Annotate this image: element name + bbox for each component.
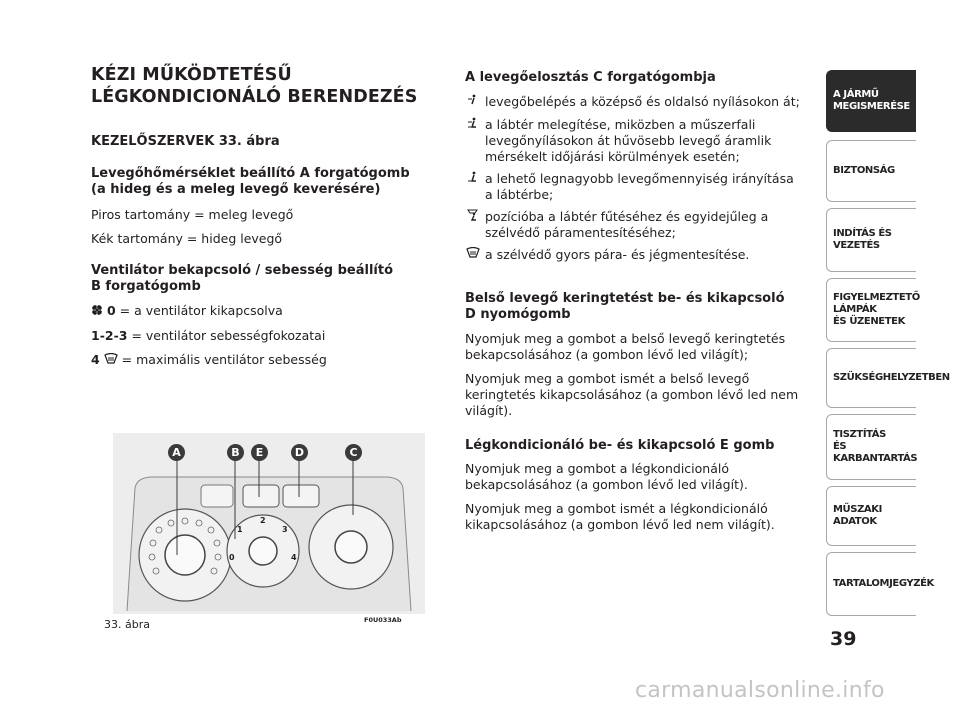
dist-item-feet-windshield [465, 209, 805, 241]
fan-off-icon [91, 304, 103, 320]
fan-off-text: = a ventilátor kikapcsolva [119, 303, 283, 318]
fan-digit-2: 2 [260, 516, 266, 525]
figure-code: F0U033Ab [364, 616, 402, 624]
figure-33 [113, 433, 425, 614]
fan-knob-heading [91, 263, 421, 295]
fan-heading-line-1: Ventilátor bekapcsoló / sebesség beállító [91, 263, 394, 278]
title-line-2: LÉGKONDICIONÁLÓ BERENDEZÉS [91, 87, 418, 107]
callout-b: B [227, 444, 244, 461]
fan-max-line [91, 352, 421, 369]
dist-item-text: a lehető legnagyobb levegőmennyiség irányítása a lábtérbe; [485, 171, 794, 202]
recirc-heading-line-1: Belső levegő keringtetést be- és kikapcsoló [465, 291, 785, 306]
fan-max-text: = maximális ventilátor sebesség [121, 352, 327, 367]
blue-range-text: Kék tartomány = hideg levegő [91, 231, 283, 246]
distribution-list [465, 94, 805, 264]
recirc-heading [465, 291, 805, 323]
fan-off-num: 0 [106, 303, 116, 318]
fan-speeds-num: 1-2-3 [91, 328, 128, 343]
feet-windshield-vent-icon [465, 209, 481, 226]
dist-item-text: levegőbelépés a középső és oldalsó nyílásokon át; [485, 94, 800, 109]
callout-c: C [345, 444, 362, 461]
indicator-slot [201, 485, 233, 507]
feet-vent-icon [465, 171, 481, 188]
figure-caption: 33. ábra [104, 618, 150, 631]
fan-digit-4: 4 [291, 553, 297, 562]
defrost-icon [104, 353, 118, 369]
recirc-heading-line-2: D nyomógomb [465, 307, 571, 322]
ac-paragraph-1: Nyomjuk meg a gombot a légkondicionáló bekapcsolásához (a gombon lévő led világít). [465, 461, 748, 492]
tab-safety[interactable]: BIZTONSÁG [826, 140, 916, 202]
page-number: 39 [830, 628, 857, 650]
controls-heading: KEZELŐSZERVEK 33. ábra [91, 134, 280, 149]
tab-index[interactable]: TARTALOMJEGYZÉK [826, 552, 916, 616]
dist-item-face [465, 94, 805, 111]
dist-item-face-feet [465, 117, 805, 165]
temp-heading-line-2: (a hideg és a meleg levegő keverésére) [91, 182, 381, 197]
fan-off-line [91, 303, 421, 320]
windshield-defrost-icon [465, 247, 481, 264]
dist-item-windshield [465, 247, 805, 264]
fan-digit-1: 1 [237, 525, 243, 534]
dist-item-text: a lábtér melegítése, miközben a műszerfali levegőnyílásokon át hűvösebb levegő áramlik mérsékelt időjárási körülmények esetén; [485, 117, 772, 164]
fan-speeds-line [91, 328, 421, 344]
face-feet-vent-icon [465, 117, 481, 134]
face-vent-icon [465, 94, 481, 111]
fan-speeds-text: = ventilátor sebességfokozatai [131, 328, 326, 343]
recirc-button-D [283, 485, 319, 507]
ac-paragraph-2: Nyomjuk meg a gombot ismét a légkondicionáló kikapcsolásához (a gombon lévő led nem világít). [465, 501, 775, 532]
dist-item-text: a szélvédő gyors pára- és jégmentesítése. [485, 247, 750, 262]
temp-knob-heading [91, 166, 421, 198]
tab-emergency[interactable]: SZÜKSÉGHELYZETBEN [826, 348, 916, 408]
tab-technical-data[interactable]: MŰSZAKI ADATOK [826, 486, 916, 546]
dist-item-text: pozícióba a lábtér fűtéséhez és egyidejűleg a szélvédő páramentesítéséhez; [485, 209, 769, 240]
tab-vehicle-overview[interactable]: A JÁRMŰ MEGISMERÉSE [826, 70, 916, 132]
fan-digit-3: 3 [282, 525, 288, 534]
fan-digit-0: 0 [229, 553, 235, 562]
callout-a: A [168, 444, 185, 461]
fan-heading-line-2: B forgatógomb [91, 279, 201, 294]
climate-panel-illustration [113, 433, 425, 614]
tab-warning-lights[interactable]: FIGYELMEZTETŐ LÁMPÁK ÉS ÜZENETEK [826, 278, 916, 342]
tab-starting-driving[interactable]: INDÍTÁS ÉS VEZETÉS [826, 208, 916, 272]
callout-d: D [291, 444, 308, 461]
ac-button-E [243, 485, 279, 507]
distribution-heading: A levegőelosztás C forgatógombja [465, 70, 716, 85]
recirc-paragraph-1: Nyomjuk meg a gombot a belső levegő keringtetés bekapcsolásához (a gombon lévő led világít); [465, 331, 786, 362]
fan-max-num: 4 [91, 352, 100, 367]
recirc-paragraph-2: Nyomjuk meg a gombot ismét a belső levegő keringtetés kikapcsolásához (a gombon lévő led nem világít). [465, 371, 799, 418]
title-line-1: KÉZI MŰKÖDTETÉSŰ [91, 65, 292, 85]
red-range-text: Piros tartomány = meleg levegő [91, 207, 294, 222]
page-title [91, 64, 451, 108]
ac-heading: Légkondicionáló be- és kikapcsoló E gomb [465, 438, 775, 453]
callout-e: E [251, 444, 268, 461]
tab-maintenance[interactable]: TISZTÍTÁS ÉS KARBANTARTÁS [826, 414, 916, 480]
temp-heading-line-1: Levegőhőmérséklet beállító A forgatógomb [91, 166, 410, 181]
dist-item-feet [465, 171, 805, 203]
watermark: carmanualsonline.info [635, 678, 885, 703]
